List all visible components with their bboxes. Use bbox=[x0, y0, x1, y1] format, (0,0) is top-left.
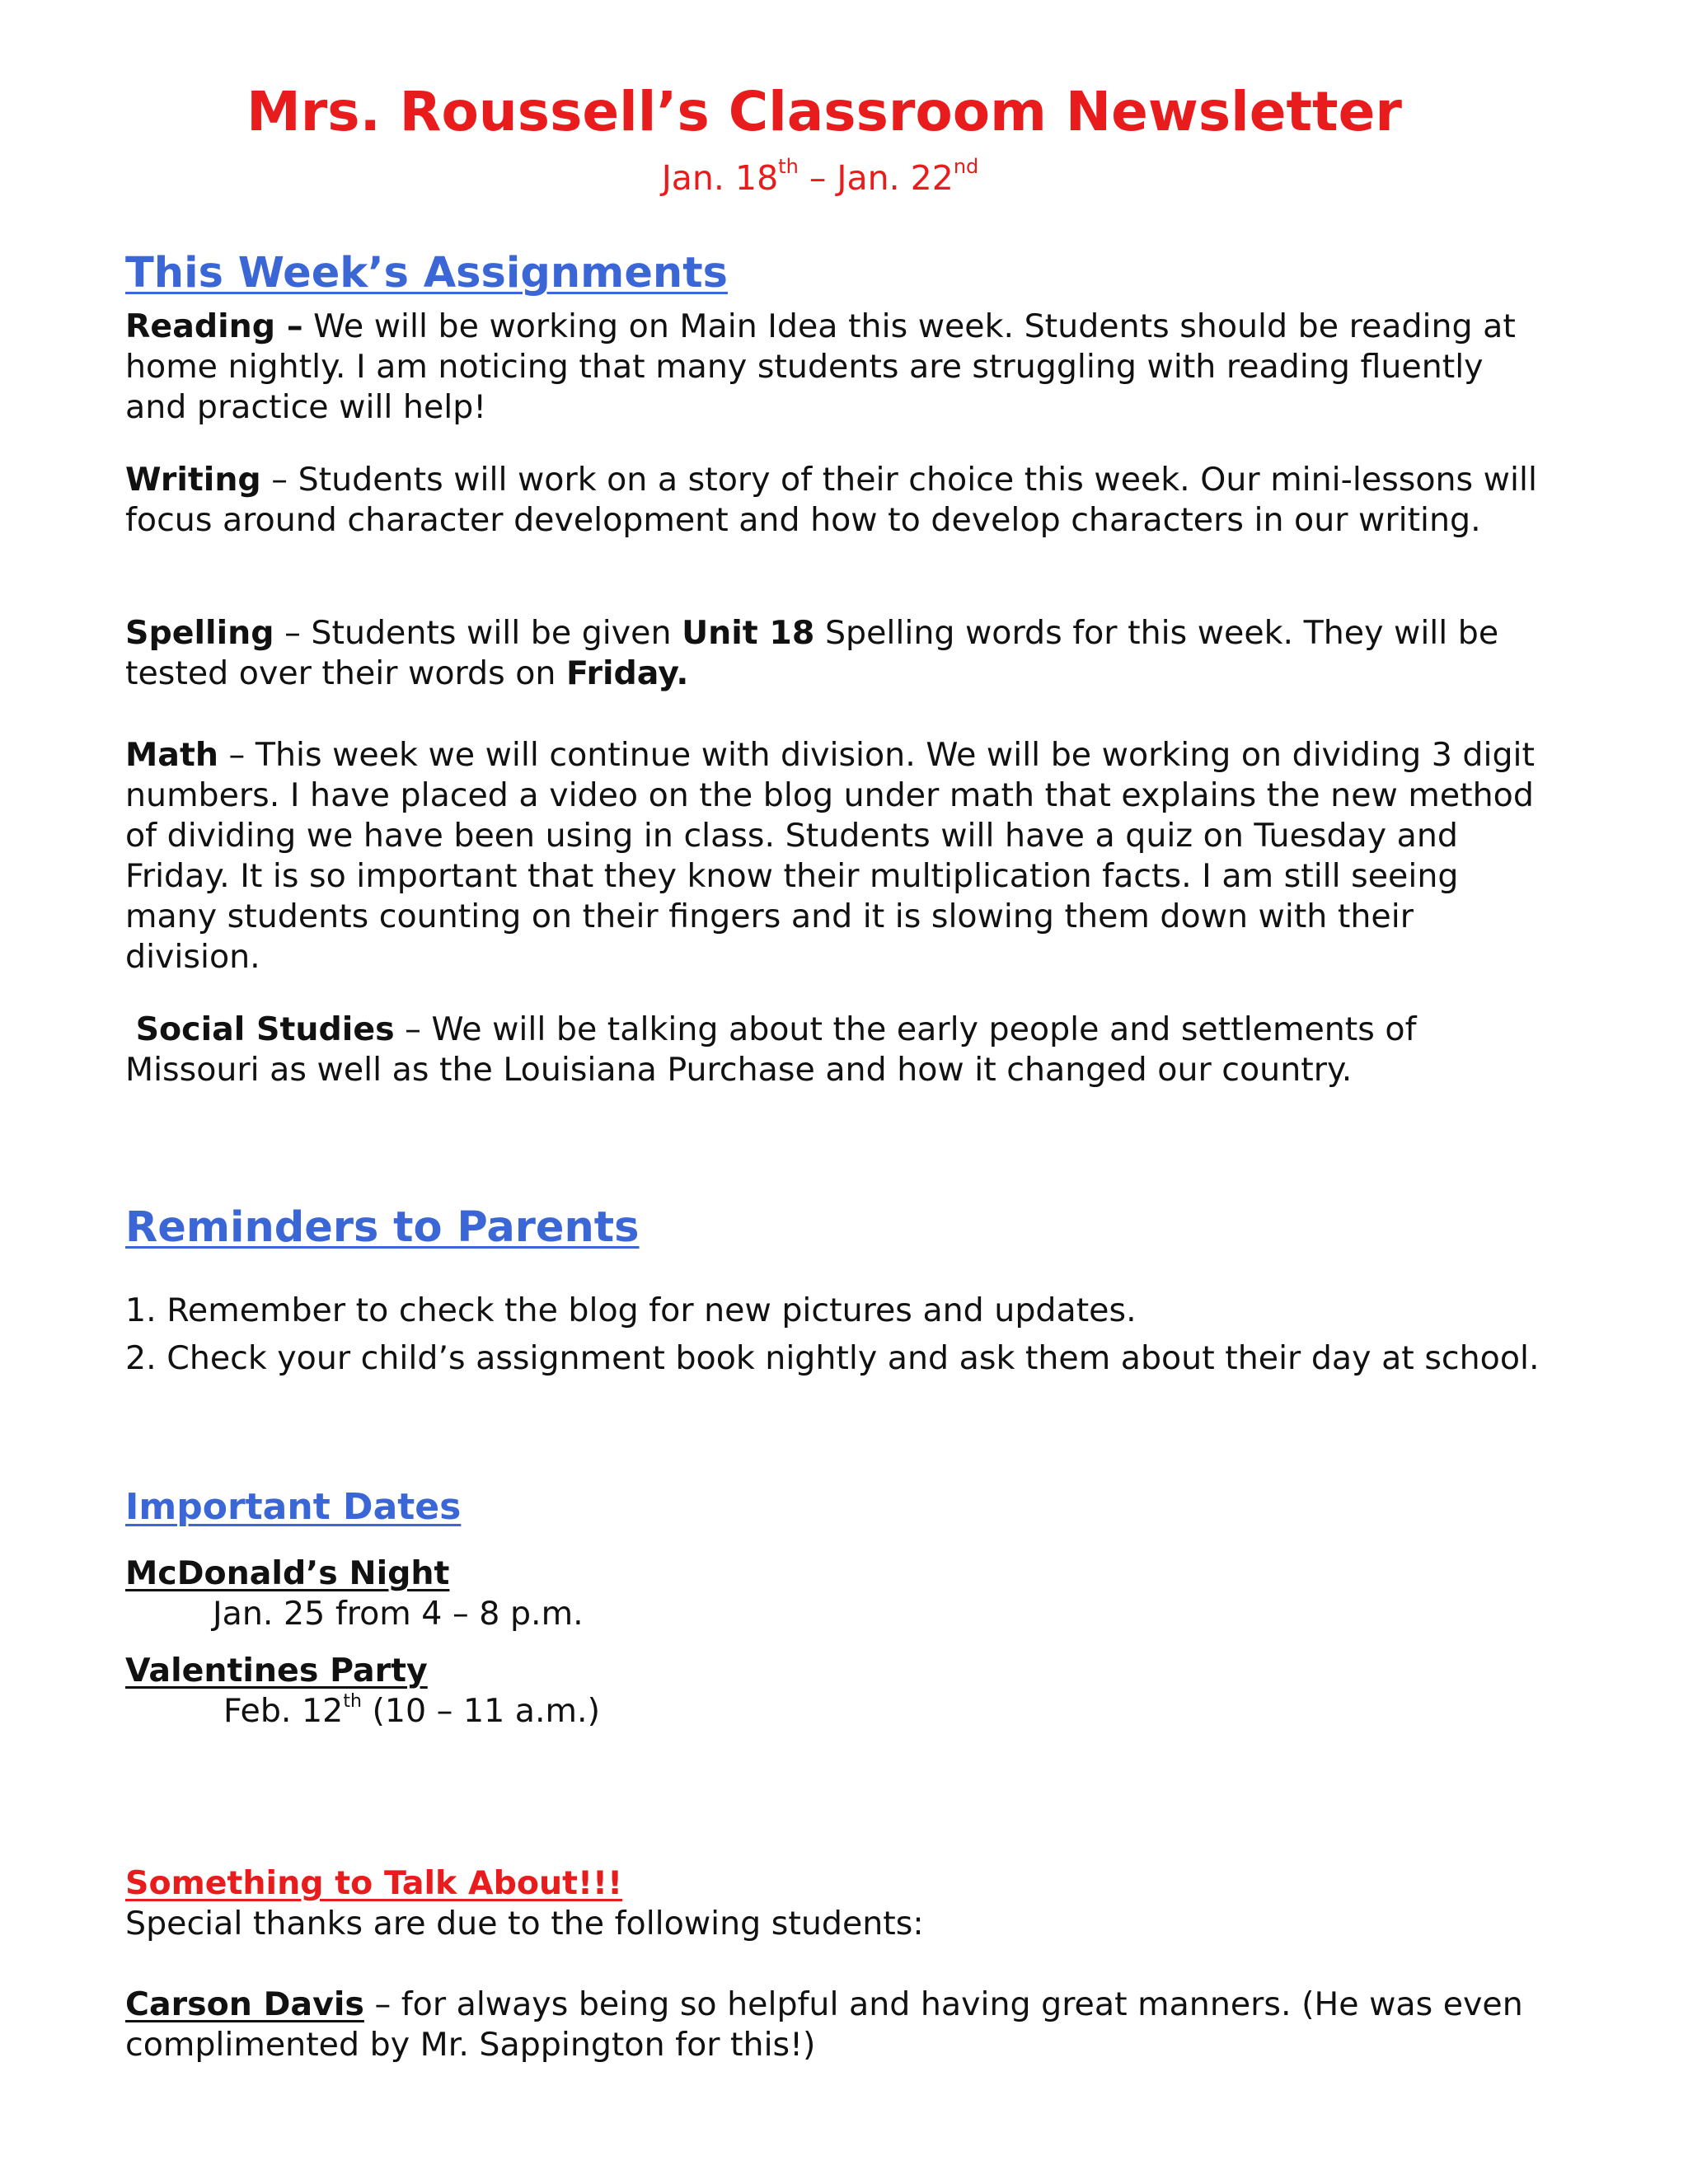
event-name-mcdonalds: McDonald’s Night bbox=[125, 1554, 450, 1592]
spelling-text-before: – Students will be given bbox=[274, 614, 682, 652]
social-studies-text: – We will be talking about the early people and settlements of Missouri as well as the Louisiana Purchase and how it changed our country. bbox=[125, 1010, 1417, 1089]
spelling-label: Spelling bbox=[125, 614, 274, 652]
event-date-valentines bbox=[223, 1692, 600, 1730]
reminder-item: 1. Remember to check the blog for new pictures and updates. bbox=[125, 1291, 1137, 1329]
social-studies-label: Social Studies bbox=[135, 1010, 395, 1048]
reading-text: We will be working on Main Idea this week. Students should be reading at home nightly. I am noticing that many students are struggling with reading fluently and practice will help! bbox=[125, 307, 1516, 426]
important-dates-heading: Important Dates bbox=[125, 1486, 462, 1528]
student-name: Carson Davis bbox=[125, 1985, 364, 2023]
valentines-date-prefix: Feb. 12 bbox=[223, 1692, 344, 1730]
reading-label: Reading – bbox=[125, 307, 303, 345]
talk-about-intro: Special thanks are due to the following students: bbox=[125, 1905, 924, 1943]
reading-paragraph bbox=[125, 307, 1543, 428]
writing-label: Writing bbox=[125, 461, 261, 499]
student-recognition bbox=[125, 1985, 1543, 2065]
spelling-text-middle: Spelling words for this week. They will be tested over their words on bbox=[125, 614, 1499, 692]
date-end-suffix: nd bbox=[953, 155, 979, 178]
event-date-mcdonalds: Jan. 25 from 4 – 8 p.m. bbox=[213, 1595, 584, 1633]
valentines-date-rest: (10 – 11 a.m.) bbox=[361, 1692, 601, 1730]
spelling-day: Friday. bbox=[566, 654, 689, 692]
spelling-paragraph bbox=[125, 613, 1543, 694]
spelling-unit: Unit 18 bbox=[682, 614, 815, 652]
newsletter-title: Mrs. Roussell’s Classroom Newsletter bbox=[246, 80, 1402, 143]
date-separator: – bbox=[798, 158, 837, 198]
talk-about-heading: Something to Talk About!!! bbox=[125, 1864, 623, 1902]
event-name-valentines: Valentines Party bbox=[125, 1652, 428, 1690]
assignments-heading: This Week’s Assignments bbox=[125, 249, 728, 298]
writing-paragraph bbox=[125, 460, 1543, 541]
student-recognition-text: – for always being so helpful and having great manners. (He was even complimented by Mr. Sappington for this!) bbox=[125, 1985, 1523, 2064]
math-paragraph bbox=[125, 735, 1543, 977]
reminder-item: 2. Check your child’s assignment book nightly and ask them about their day at school. bbox=[125, 1339, 1540, 1377]
valentines-date-suffix: th bbox=[343, 1691, 362, 1712]
writing-text: – Students will work on a story of their choice this week. Our mini-lessons will focus around character development and how to develop characters in our writing. bbox=[125, 461, 1537, 539]
math-text: – This week we will continue with division. We will be working on dividing 3 digit numbers. I have placed a video on the blog under math that explains the new method of dividing we have been using in class. Students will have a quiz on Tuesday and Friday. It is so important that they know their multiplication facts. I am still seeing many students counting on their fingers and it is slowing them down with their division. bbox=[125, 736, 1535, 976]
date-range bbox=[0, 155, 1640, 198]
math-label: Math bbox=[125, 736, 218, 774]
date-start: Jan. 18 bbox=[661, 158, 779, 198]
date-end: Jan. 22 bbox=[837, 158, 954, 198]
social-studies-paragraph bbox=[125, 1010, 1543, 1090]
reminders-heading: Reminders to Parents bbox=[125, 1203, 640, 1252]
date-start-suffix: th bbox=[778, 155, 799, 178]
